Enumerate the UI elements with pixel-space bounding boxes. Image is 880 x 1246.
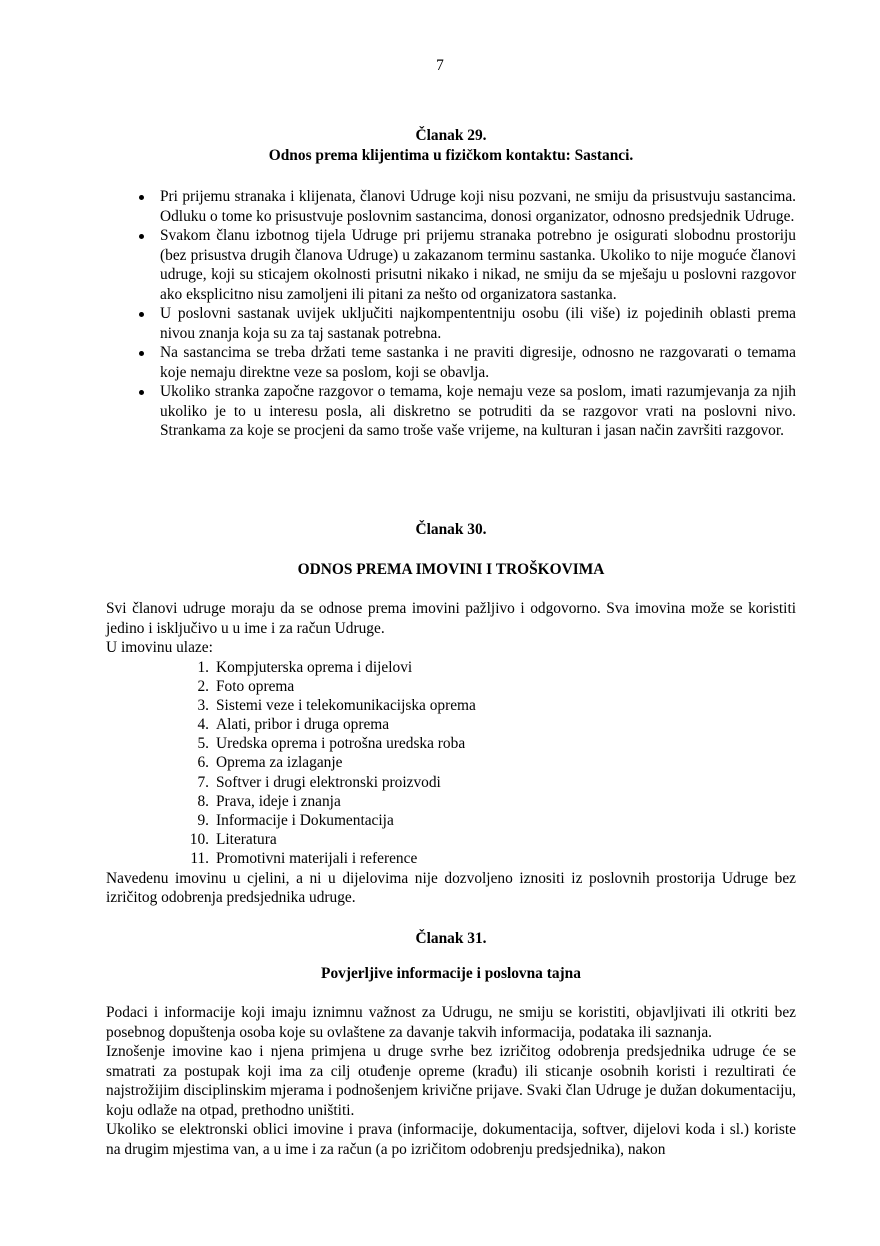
- list-item: 1. Kompjuterska oprema i dijelovi: [197, 658, 413, 676]
- list-item: Svakom članu izbotnog tijela Udruge pri prijemu stranaka potrebno je osigurati slobodnu prostoriju (bez prisustva drugih članova Udruge) u zakazanom terminu sastanka. Ukoliko to nije moguće članovi udruge, koji su sticajem okolnosti prisutni nikako i nikad, ne smiju da se mješaju u poslovni razgovor ako eksplicitno nisu zamoljeni ili pitani za nešto od organizatora sastanka.: [106, 226, 796, 304]
- article-30-list-intro: U imovinu ulaze:: [106, 639, 213, 656]
- article-29-bullet-list: [106, 187, 796, 441]
- list-item: 9. Informacije i Dokumentacija: [197, 812, 394, 829]
- list-item: 4. Alati, pribor i druga oprema: [197, 716, 390, 734]
- article-31-paragraph: Iznošenje imovine kao i njena primjena u druge svrhe bez izričitog odobrenja predsjednika udruge će se smatrati za postupak koji ima za cilj otuđenje opreme (krađu) ili sticanje osobnih koristi i rezultirati će najstrožijim disciplinskim mjerama i podnošenjem krivične prijave. Svaki član Udruge je dužan dokumentaciju, koju odlaže na otpad, prethodno uništiti.: [106, 1043, 796, 1119]
- article-31-body: [106, 1003, 796, 1159]
- article-31-paragraph: Ukoliko se elektronski oblici imovine i prava (informacije, dokumentacija, softver, dijelovi koda i sl.) koriste na drugim mjestima van, a u ime i za račun (a po izričitom odobrenju predsjednika), nakon: [106, 1121, 796, 1158]
- list-item: 11. Promotivni materijali i reference: [190, 850, 418, 868]
- list-item: Na sastancima se treba držati teme sastanka i ne praviti digresije, odnosno ne razgovarati o temama koje nemaju direktne veze sa poslom, koji se obavlja.: [106, 343, 796, 382]
- list-item: 10. Literatura: [189, 831, 277, 849]
- list-item: 7. Softver i drugi elektronski proizvodi: [197, 773, 441, 791]
- article-30-intro: Svi članovi udruge moraju da se odnose prema imovini pažljivo i odgovorno. Sva imovina može se koristiti jedino i isključivo u u ime i za račun Udruge.: [106, 600, 796, 637]
- article-30-subheading: ODNOS PREMA IMOVINI I TROŠKOVIMA: [297, 561, 605, 578]
- article-29-heading: Članak 29.: [415, 127, 487, 144]
- list-item: Ukoliko stranka započne razgovor o temama, koje nemaju veze sa poslom, imati razumjevanja za njih ukoliko je to u interesu posla, ali diskretno se potruditi da se razgovor vrati na poslovni nivo. Strankama za koje se procjeni da samo troše vaše vrijeme, na kulturan i jasan način završiti razgovor.: [106, 382, 796, 441]
- bullet-icon: [139, 351, 144, 356]
- list-item: 6. Oprema za izlaganje: [197, 754, 343, 772]
- asset-list: [106, 658, 796, 869]
- bullet-icon: [139, 234, 144, 239]
- list-item: 8. Prava, ideje i znanja: [197, 792, 341, 810]
- list-item: U poslovni sastanak uvijek uključiti najkompententniju osobu (ili više) iz pojedinih oblasti prema nivou znanja koja su za taj sastanak potrebna.: [106, 304, 796, 343]
- list-item: 5. Uredska oprema i potrošna uredska roba: [197, 735, 466, 753]
- list-item: 2. Foto oprema: [197, 677, 295, 695]
- article-30-heading: Članak 30.: [415, 521, 487, 538]
- article-30-closing: Navedenu imovinu u cjelini, a ni u dijelovima nije dozvoljeno iznositi iz poslovnih prostorija Udruge bez izričitog odobrenja predsjednika udruge.: [106, 869, 796, 907]
- list-item: 3. Sistemi veze i telekomunikacijska oprema: [197, 696, 476, 714]
- bullet-icon: [139, 312, 144, 317]
- article-31-heading: Članak 31.: [415, 930, 487, 947]
- bullet-icon: [139, 390, 144, 395]
- bullet-icon: [139, 195, 144, 200]
- page-number: 7: [436, 57, 444, 74]
- article-30-body: [106, 599, 796, 908]
- article-31-subheading: Povjerljive informacije i poslovna tajna: [321, 965, 581, 982]
- article-29-subheading: Odnos prema klijentima u fizičkom kontaktu: Sastanci.: [268, 147, 634, 164]
- list-item: Pri prijemu stranaka i klijenata, članovi Udruge koji nisu pozvani, ne smiju da prisustvuju sastancima. Odluku o tome ko prisustvuje poslovnim sastancima, donosi organizator, odnosno predsjednik Udruge.: [106, 187, 796, 226]
- article-31-paragraph: Podaci i informacije koji imaju iznimnu važnost za Udrugu, ne smiju se koristiti, objavljivati ili otkriti bez posebnog dopuštenja osoba koje su ovlaštene za davanje takvih informacija, podataka ili saznanja.: [106, 1004, 796, 1041]
